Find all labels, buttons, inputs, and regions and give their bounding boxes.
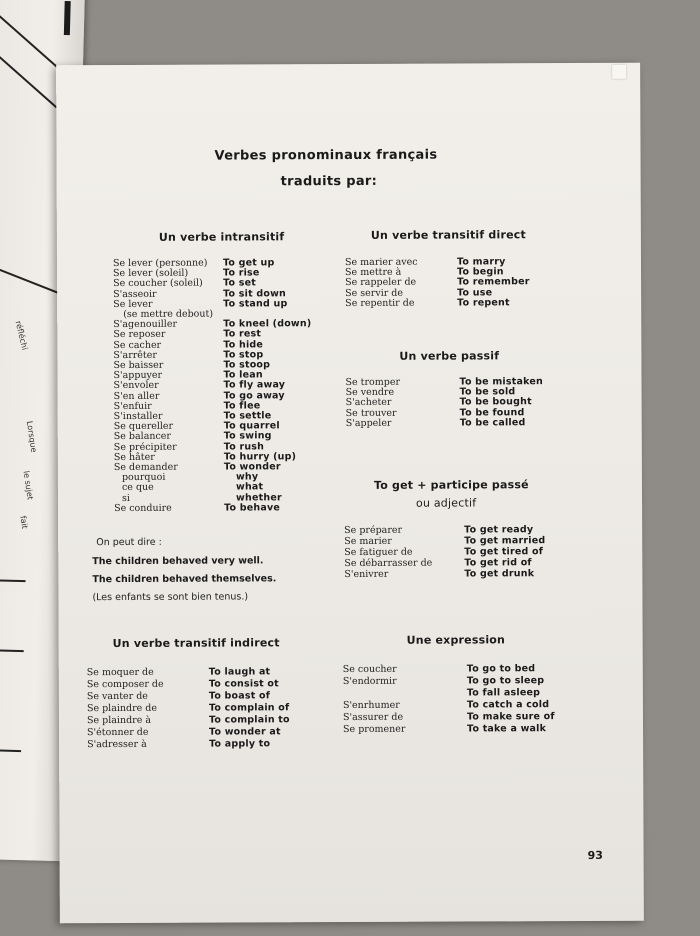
english-translation: To apply to: [209, 738, 271, 750]
french-verb: S'assurer de: [342, 711, 404, 724]
french-verb: Se préparer: [344, 524, 403, 537]
english-translation: To use: [457, 286, 493, 299]
french-verb: Se hâter: [113, 451, 155, 463]
english-translation: To boast of: [208, 690, 271, 702]
decor-line: [0, 749, 21, 753]
french-verb: Se marier avec: [344, 256, 418, 269]
french-verb: Se mettre à: [345, 266, 402, 279]
english-translation: To repent: [457, 297, 510, 309]
english-translation: To get up: [222, 257, 275, 269]
french-verb: S'acheter: [345, 397, 392, 409]
english-translation: To quarrel: [223, 420, 280, 432]
english-translation: To rest: [223, 328, 262, 340]
french-verb: S'étonner de: [87, 726, 149, 739]
english-translation: To get drunk: [464, 568, 535, 580]
english-translation: To laugh at: [208, 666, 271, 678]
section-heading-to-get-2: ou adjectif: [416, 496, 477, 510]
left-page-text: fait: [18, 515, 30, 530]
decor-line: [0, 579, 26, 583]
french-verb: Se plaindre à: [86, 714, 152, 727]
french-verb: Se cacher: [113, 339, 162, 351]
french-verb: Se servir de: [345, 287, 404, 299]
english-translation: To begin: [457, 266, 504, 278]
french-verb: Se débarrasser de: [344, 557, 433, 570]
french-verb: Se repentir de: [345, 297, 415, 309]
page-number: 93: [587, 848, 603, 862]
english-translation: To stoop: [223, 359, 271, 371]
english-translation: To get rid of: [464, 557, 532, 569]
french-verb: S'enrhumer: [342, 699, 400, 712]
book-page: [56, 63, 644, 924]
section-heading-transitif-direct: Un verbe transitif direct: [370, 228, 526, 242]
note-example-3: (Les enfants se sont bien tenus.): [92, 591, 249, 604]
french-verb: S'installer: [113, 410, 163, 423]
french-verb: Se reposer: [113, 329, 166, 341]
english-translation: To go away: [223, 389, 285, 402]
english-translation: To sit down: [223, 287, 287, 300]
french-verb: Se coucher (soleil): [113, 278, 203, 290]
section-heading-transitif-indirect: Un verbe transitif indirect: [112, 636, 280, 651]
note-intro: On peut dire :: [96, 536, 162, 549]
french-verb: S'agenouiller: [113, 318, 178, 331]
english-translation: To wonder: [223, 461, 281, 473]
english-translation: To hurry (up): [223, 451, 297, 463]
french-verb: Se rappeler de: [345, 277, 417, 289]
french-verb: S'en aller: [113, 390, 160, 402]
english-translation: To be mistaken: [459, 376, 543, 388]
english-translation: To kneel (down): [223, 318, 312, 330]
french-verb: Se lever: [113, 298, 153, 310]
english-translation: To get married: [464, 535, 546, 547]
decor-line: [0, 54, 57, 109]
english-translation: To flee: [223, 400, 261, 412]
french-verb: Se vendre: [345, 386, 395, 399]
english-translation: To make sure of: [466, 711, 555, 723]
decor-line: [0, 267, 61, 295]
french-verb: S'appeler: [345, 417, 392, 429]
english-translation: To complain to: [208, 714, 290, 726]
english-translation: To consist ot: [208, 678, 279, 690]
french-verb: Se trouver: [345, 407, 397, 419]
page-corner-tab: [612, 65, 626, 79]
french-verb: S'adresser à: [87, 738, 147, 751]
english-translation: To get tired of: [464, 546, 544, 558]
french-verb: ce que: [121, 482, 154, 494]
french-verb: Se plaindre de: [86, 702, 158, 715]
french-verb: Se coucher: [342, 663, 397, 676]
english-translation: To lean: [223, 369, 263, 381]
english-translation: To settle: [223, 410, 272, 422]
english-translation: To catch a cold: [466, 699, 550, 711]
english-translation: To get ready: [464, 524, 534, 536]
french-verb: Se moquer de: [86, 666, 154, 679]
french-verb: Se demander: [113, 461, 178, 474]
english-translation: To fall asleep: [466, 687, 541, 699]
note-example-1: The children behaved very well.: [92, 555, 264, 568]
english-translation: To take a walk: [467, 723, 547, 735]
english-translation: To wonder at: [209, 726, 281, 738]
note-example-2: The children behaved themselves.: [92, 573, 277, 586]
english-translation: why: [235, 471, 259, 483]
english-translation: To rise: [223, 267, 260, 279]
english-translation: To be called: [459, 417, 526, 429]
french-verb: Se fatiguer de: [344, 546, 413, 559]
french-verb: S'arrêter: [113, 349, 157, 361]
page-title-line-1: Verbes pronominaux français: [214, 147, 438, 164]
english-translation: To stand up: [223, 298, 288, 310]
english-translation: To swing: [223, 430, 272, 442]
french-verb: Se tromper: [345, 376, 401, 389]
french-verb: Se précipiter: [113, 441, 177, 453]
english-translation: To be sold: [459, 386, 516, 398]
english-translation: whether: [235, 491, 282, 504]
page-title-line-2: traduits par:: [280, 173, 378, 190]
english-translation: To complain of: [208, 702, 290, 714]
french-verb: Se baisser: [113, 359, 164, 372]
section-heading-expression: Une expression: [406, 633, 506, 647]
french-verb: Se lever (personne): [112, 257, 208, 270]
french-verb: si: [121, 492, 130, 504]
section-heading-passif: Un verbe passif: [399, 349, 500, 363]
french-verb: Se marier: [344, 535, 392, 548]
english-translation: To behave: [224, 502, 280, 514]
section-heading-to-get-1: To get + participe passé: [373, 478, 529, 492]
french-verb: S'endormir: [342, 675, 397, 688]
decor-block: [64, 1, 71, 35]
french-verb: Se vanter de: [86, 690, 148, 703]
english-translation: To fly away: [223, 379, 286, 391]
english-translation: To remember: [457, 276, 530, 288]
french-verb: pourquoi: [121, 471, 166, 484]
decor-line: [0, 649, 24, 653]
english-translation: To marry: [456, 256, 506, 268]
english-translation: To rush: [223, 440, 265, 453]
french-verb: Se composer de: [86, 678, 164, 691]
english-translation: To set: [223, 277, 257, 289]
section-heading-intransitif: Un verbe intransitif: [158, 230, 285, 244]
french-verb: S'enivrer: [344, 568, 389, 581]
french-verb: Se promener: [343, 723, 406, 736]
english-translation: To be found: [459, 406, 525, 419]
decor-line: [0, 14, 58, 69]
english-translation: To go to sleep: [466, 675, 545, 687]
french-verb: Se balancer: [113, 431, 171, 443]
left-page-text: Lorsque: [24, 420, 39, 454]
english-translation: To be bought: [459, 396, 532, 408]
left-page-text: le sujet: [21, 470, 35, 501]
french-verb: S'envoler: [113, 380, 159, 392]
french-verb: Se conduire: [114, 502, 172, 514]
english-translation: To hide: [223, 338, 264, 351]
french-verb: Se lever (soleil): [113, 267, 189, 280]
english-translation: To go to bed: [466, 663, 536, 675]
english-translation: To stop: [223, 349, 264, 361]
french-verb: Se quereller: [113, 420, 174, 433]
french-verb: (se mettre debout): [123, 308, 214, 320]
french-verb: S'asseoir: [113, 288, 157, 300]
left-page-text: réfléchi: [13, 319, 30, 351]
english-translation: what: [235, 481, 264, 493]
french-verb: S'appuyer: [113, 370, 163, 382]
french-verb: S'enfuir: [113, 400, 152, 412]
